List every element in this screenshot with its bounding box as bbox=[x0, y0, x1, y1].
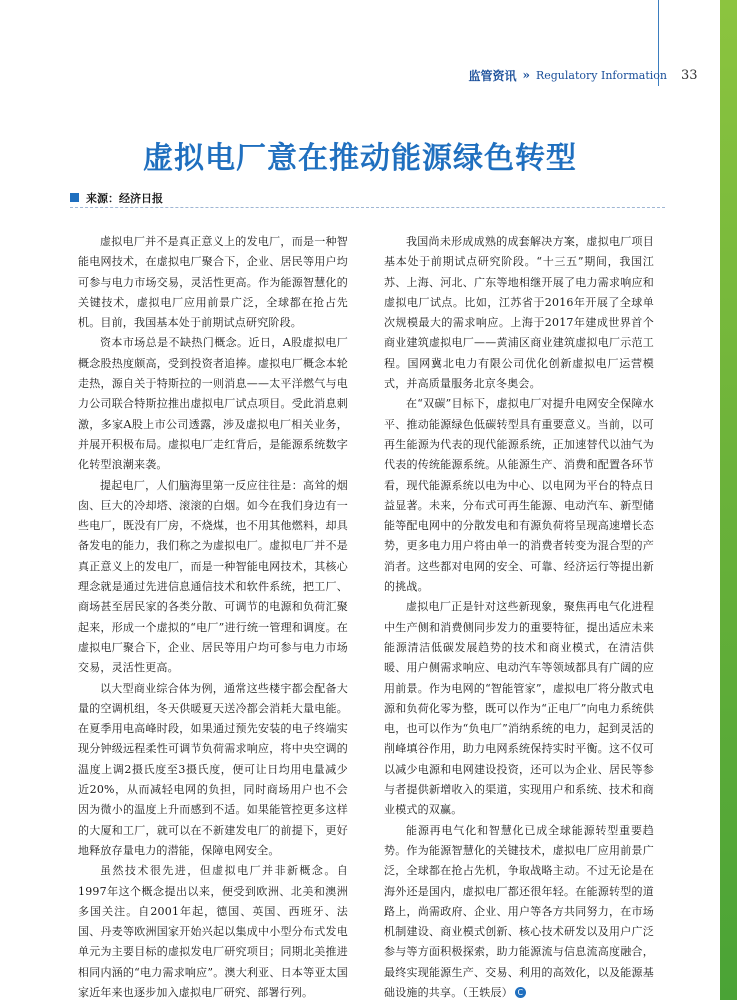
paragraph: 提起电厂，人们脑海里第一反应往往是：高耸的烟囱、巨大的冷却塔、滚滚的白烟。如今在我们身边有一些电厂，既没有厂房，不烧煤，也不用其他燃料，却具备发电的能力，我们称之为虚拟电厂。虚拟电厂并不是真正意义上的发电厂，而是一种智能电网技术，其核心理念就是通过先进信息通信技术和软件系统，把工厂、商场甚至居民家的各类分散、可调节的电源和负荷汇聚起来，形成一个虚拟的“电厂”进行统一管理和调度。在虚拟电厂聚合下，企业、居民等用户均可参与电力市场交易，灵活性更高。 bbox=[78, 478, 348, 675]
paragraph: 虚拟电厂并不是真正意义上的发电厂，而是一种智能电网技术，在虚拟电厂聚合下，企业、居民等用户均可参与电力市场交易，灵活性更高。作为能源智慧化的关键技术，虚拟电厂应用前景广泛，全球都在抢占先机。目前，我国基本处于前期试点研究阶段。 bbox=[78, 235, 348, 330]
source-line bbox=[70, 190, 665, 205]
right-column bbox=[384, 232, 654, 1003]
article-title: 虚拟电厂意在推动能源绿色转型 bbox=[143, 141, 577, 176]
section-title-cn: 监管资讯 bbox=[468, 68, 517, 83]
left-column bbox=[78, 232, 348, 1003]
page-number: 33 bbox=[681, 67, 698, 83]
double-chevron-icon: » bbox=[522, 68, 530, 82]
source-divider bbox=[70, 207, 665, 208]
paragraph: 虽然技术很先进，但虚拟电厂并非新概念。自1997年这个概念提出以来，便受到欧洲、北美和澳洲多国关注。自2001年起，德国、英国、西班牙、法国、丹麦等欧洲国家开始兴起以集成中小型分布式发电单元为主要目标的虚拟发电厂研究项目；同期北美推进相同内涵的“电力需求响应”。澳大利亚、日本等亚太国家近年来也逐步加入虚拟电厂研究、部署行列。 bbox=[78, 864, 348, 999]
last-paragraph bbox=[384, 821, 654, 1003]
section-title-en: Regulatory Information bbox=[535, 68, 667, 82]
running-header bbox=[300, 64, 705, 86]
article-source: 来源：经济日报 bbox=[86, 191, 163, 205]
paragraph: 资本市场总是不缺热门概念。近日，A股虚拟电厂概念股热度颇高，受到投资者追捧。虚拟电厂概念本轮走热，源自关于特斯拉的一则消息——太平洋燃气与电力公司联合特斯拉推出虚拟电厂试点项目。受此消息刺激，多家A股上市公司透露，涉及虚拟电厂相关业务，并展开积极布局。虚拟电厂走红背后，是能源系统数字化转型浪潮来袭。 bbox=[78, 336, 348, 472]
paragraph: 虚拟电厂正是针对这些新现象，聚焦再电气化进程中生产侧和消费侧同步发力的重要特征，提出适应未来能源清洁低碳发展趋势的技术和商业模式，在清洁供暖、用户侧需求响应、电动汽车等领域都具有广阔的应用前景。作为电网的“智能管家”，虚拟电厂将分散式电源和负荷化零为整，既可以作为“正电厂”向电力系统供电，也可以作为“负电厂”消纳系统的电力，起到灵活的削峰填谷作用，助力电网系统保持实时平衡。这不仅可以减少电源和电网建设投资，还可以为企业、居民等参与者提供新增收入的渠道，实现用户和系统、技术和商业模式的双赢。 bbox=[384, 600, 654, 817]
side-color-bar bbox=[720, 0, 737, 1000]
article-end-icon: C bbox=[515, 987, 526, 998]
square-bullet-icon bbox=[70, 193, 79, 202]
paragraph: 在“双碳”目标下，虚拟电厂对提升电网安全保障水平、推动能源绿色低碳转型具有重要意义。当前，以可再生能源为代表的现代能源系统，正加速替代以油气为代表的传统能源系统。从能源生产、消费和配置各环节看，现代能源系统以电为中心、以电网为平台的特点日益显著。未来，分布式可再生能源、电动汽车、新型储能等配电网中的分散发电和有源负荷将呈现高速增长态势，更多电力用户将由单一的消费者转变为混合型的产消者。这些都对电网的安全、可靠、经济运行等提出新的挑战。 bbox=[384, 397, 654, 594]
paragraph: 我国尚未形成成熟的成套解决方案，虚拟电厂项目基本处于前期试点研究阶段。“十三五”期间，我国江苏、上海、河北、广东等地相继开展了电力需求响应和虚拟电厂试点。比如，江苏省于2016年开展了全球单次规模最大的需求响应。上海于2017年建成世界首个商业建筑虚拟电厂——黄浦区商业建筑虚拟电厂示范工程。国网冀北电力有限公司优化创新虚拟电厂运营模式，并高质量服务北京冬奥会。 bbox=[384, 235, 654, 391]
paragraph: 以大型商业综合体为例，通常这些楼宇都会配备大量的空调机组，冬天供暖夏天送冷都会消耗大量电能。在夏季用电高峰时段，如果通过预先安装的电子终端实现分钟级远程柔性可调节负荷需求响应，将中央空调的温度上调2摄氏度至3摄氏度，便可让日均用电量减少近20%，从而减轻电网的负担，同时商场用户也不会因为微小的温度上升而感到不适。如果能管控更多这样的大厦和工厂，就可以在不新建发电厂的前提下，更好地释放存量电力的潜能，保障电网安全。 bbox=[78, 681, 348, 857]
paragraph-text: 能源再电气化和智慧化已成全球能源转型重要趋势。作为能源智慧化的关键技术，虚拟电厂应用前景广泛，全球都在抢占先机，争取战略主动。不过无论是在海外还是国内，虚拟电厂都还很年轻。在能源转型的道路上，尚需政府、企业、用户等各方共同努力，在市场机制建设、商业模式创新、核心技术研发以及用户广泛参与等方面积极探索，助力能源流与信息流高度融合，最终实现能源生产、交易、利用的高效化，以及能源基础设施的共享。（王轶辰） bbox=[384, 823, 654, 999]
